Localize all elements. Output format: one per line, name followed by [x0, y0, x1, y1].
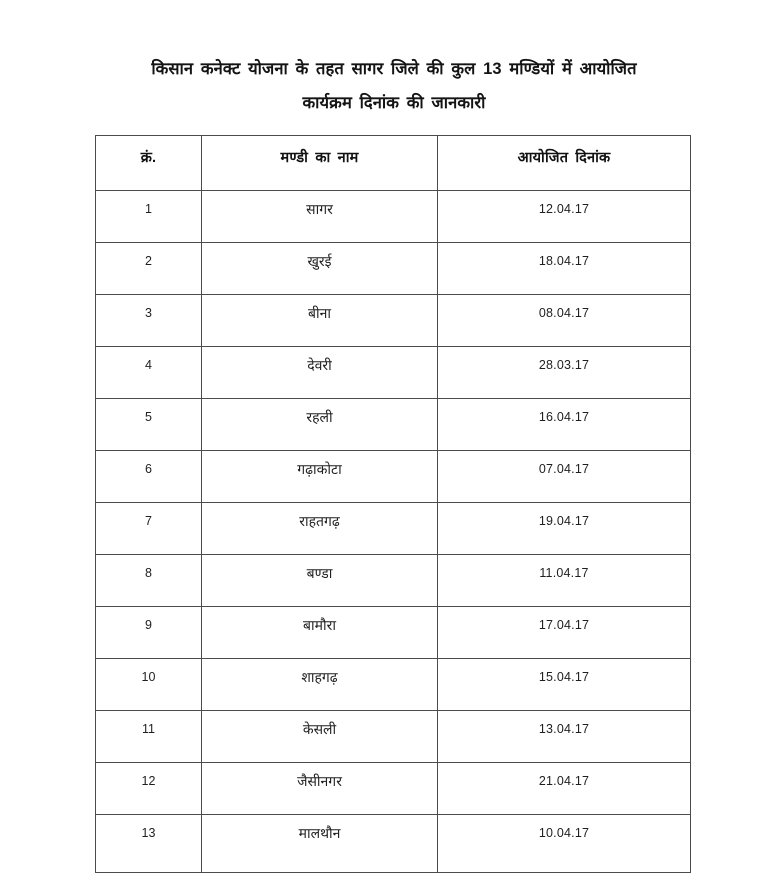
cell-scheduled-date: [438, 347, 691, 399]
table-header: [96, 136, 691, 191]
cell-sno-text: 12: [141, 774, 156, 788]
cell-mandi-name: [202, 399, 438, 451]
cell-sno: [96, 607, 202, 659]
cell-scheduled-date-text: 07.04.17: [538, 462, 590, 476]
page-title: [96, 52, 692, 120]
cell-scheduled-date: [438, 243, 691, 295]
column-header-scheduled-date: [438, 136, 691, 191]
mandi-schedule-table: [95, 135, 691, 873]
cell-scheduled-date: [438, 763, 691, 815]
table-row: [96, 191, 691, 243]
cell-scheduled-date: [438, 815, 691, 873]
cell-scheduled-date-text: 21.04.17: [538, 774, 590, 788]
cell-sno-text: 7: [145, 514, 152, 528]
table-row: [96, 295, 691, 347]
cell-mandi-name-text: रहली: [306, 409, 333, 425]
cell-mandi-name-text: देवरी: [307, 357, 332, 373]
cell-scheduled-date-text: 28.03.17: [538, 358, 590, 372]
cell-mandi-name: [202, 243, 438, 295]
cell-scheduled-date: [438, 451, 691, 503]
table-row: [96, 399, 691, 451]
cell-scheduled-date-text: 08.04.17: [538, 306, 590, 320]
column-header-scheduled-date-label: आयोजित दिनांक: [517, 150, 611, 166]
cell-sno: [96, 191, 202, 243]
cell-scheduled-date-text: 11.04.17: [539, 566, 589, 580]
cell-sno: [96, 763, 202, 815]
cell-mandi-name: [202, 659, 438, 711]
cell-mandi-name: [202, 711, 438, 763]
cell-sno-text: 4: [145, 358, 152, 372]
cell-sno: [96, 555, 202, 607]
cell-mandi-name-text: मालथौन: [298, 825, 341, 841]
cell-mandi-name-text: खुरई: [307, 253, 332, 269]
cell-mandi-name: [202, 191, 438, 243]
cell-sno: [96, 347, 202, 399]
cell-sno: [96, 243, 202, 295]
cell-scheduled-date: [438, 191, 691, 243]
cell-scheduled-date-text: 10.04.17: [538, 826, 590, 840]
cell-mandi-name: [202, 555, 438, 607]
cell-mandi-name: [202, 815, 438, 873]
table-row: [96, 555, 691, 607]
column-header-mandi-name: [202, 136, 438, 191]
cell-sno: [96, 295, 202, 347]
cell-mandi-name: [202, 763, 438, 815]
table-row: [96, 503, 691, 555]
cell-mandi-name-text: बीना: [307, 305, 332, 321]
table-row: [96, 711, 691, 763]
page-title-line-2: कार्यक्रम दिनांक की जानकारी: [302, 94, 486, 112]
cell-mandi-name: [202, 503, 438, 555]
table-row: [96, 659, 691, 711]
cell-scheduled-date: [438, 607, 691, 659]
cell-mandi-name-text: सागर: [306, 201, 333, 217]
cell-scheduled-date-text: 13.04.17: [538, 722, 590, 736]
cell-scheduled-date: [438, 503, 691, 555]
cell-mandi-name-text: जैसीनगर: [297, 773, 342, 789]
cell-scheduled-date-text: 19.04.17: [538, 514, 590, 528]
cell-sno-text: 1: [145, 202, 152, 216]
cell-scheduled-date: [438, 295, 691, 347]
cell-sno-text: 2: [145, 254, 152, 268]
table-body: [96, 191, 691, 873]
cell-mandi-name-text: शाहगढ़: [301, 669, 338, 685]
table-row: [96, 451, 691, 503]
cell-scheduled-date: [438, 659, 691, 711]
cell-mandi-name-text: बामौरा: [303, 617, 336, 633]
cell-sno-text: 9: [145, 618, 152, 632]
cell-scheduled-date: [438, 711, 691, 763]
cell-mandi-name: [202, 607, 438, 659]
column-header-sno: [96, 136, 202, 191]
cell-sno: [96, 451, 202, 503]
cell-mandi-name-text: केसली: [302, 721, 337, 737]
cell-sno: [96, 399, 202, 451]
cell-mandi-name-text: बण्डा: [306, 565, 333, 581]
cell-scheduled-date: [438, 399, 691, 451]
cell-sno-text: 3: [145, 306, 152, 320]
cell-sno-text: 5: [145, 410, 152, 424]
cell-sno: [96, 711, 202, 763]
column-header-sno-label: क्रं.: [140, 150, 157, 166]
cell-mandi-name: [202, 451, 438, 503]
table-row: [96, 815, 691, 873]
cell-sno-text: 8: [145, 566, 152, 580]
table-row: [96, 607, 691, 659]
cell-sno-text: 11: [142, 722, 155, 736]
table-row: [96, 763, 691, 815]
cell-scheduled-date-text: 12.04.17: [538, 202, 590, 216]
cell-sno-text: 6: [145, 462, 152, 476]
cell-mandi-name-text: गढ़ाकोटा: [297, 461, 342, 477]
table-row: [96, 347, 691, 399]
cell-sno: [96, 659, 202, 711]
table-header-row: [96, 136, 691, 191]
cell-scheduled-date-text: 16.04.17: [538, 410, 590, 424]
table-row: [96, 243, 691, 295]
cell-scheduled-date: [438, 555, 691, 607]
cell-sno-text: 10: [141, 670, 156, 684]
cell-mandi-name: [202, 347, 438, 399]
page-title-line-1: किसान कनेक्ट योजना के तहत सागर जिले की कुल 13 मण्डियों में आयोजित: [151, 60, 637, 78]
column-header-mandi-name-label: मण्डी का नाम: [280, 150, 359, 166]
cell-sno-text: 13: [141, 826, 156, 840]
cell-scheduled-date-text: 18.04.17: [538, 254, 590, 268]
cell-scheduled-date-text: 17.04.17: [538, 618, 590, 632]
cell-mandi-name: [202, 295, 438, 347]
cell-sno: [96, 503, 202, 555]
cell-sno: [96, 815, 202, 873]
cell-scheduled-date-text: 15.04.17: [538, 670, 590, 684]
cell-mandi-name-text: राहतगढ़: [299, 513, 340, 529]
